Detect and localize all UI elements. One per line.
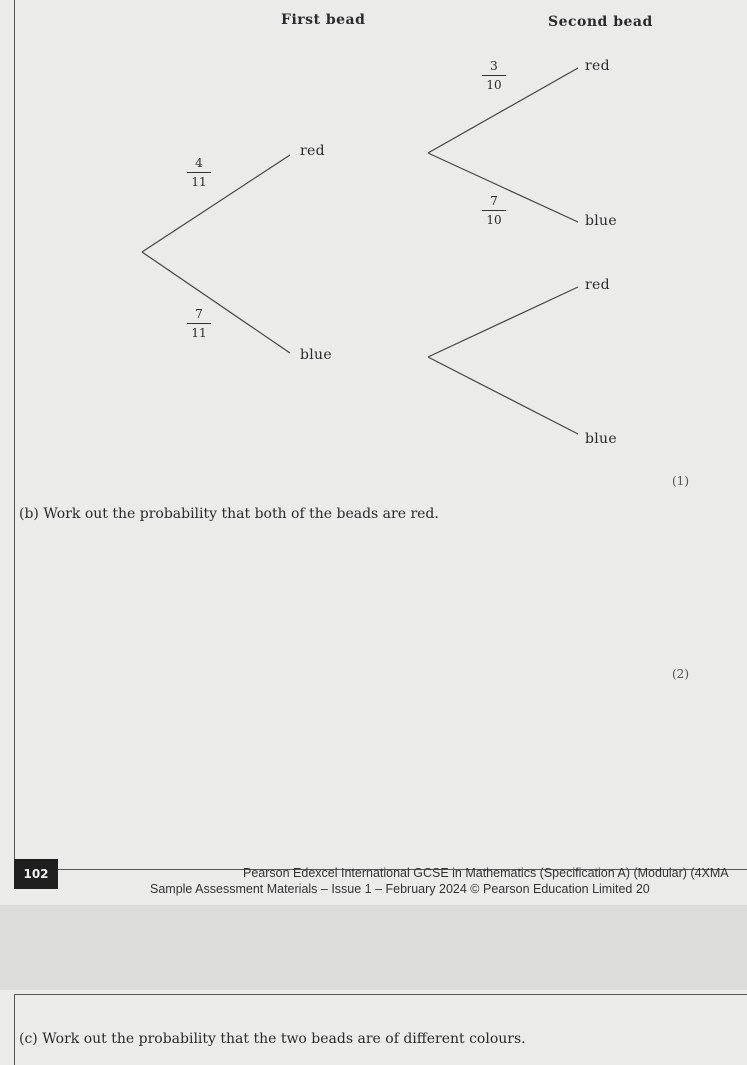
page-number: 102: [14, 859, 58, 889]
label-second-top-red: red: [585, 58, 610, 74]
footer-line-2: Sample Assessment Materials – Issue 1 – February 2024 © Pearson Education Limited 20: [150, 882, 650, 896]
label-second-bottom-red: red: [585, 277, 610, 293]
next-box-top-border: [14, 994, 747, 995]
label-second-bottom-blue: blue: [585, 431, 617, 447]
label-second-top-blue: blue: [585, 213, 617, 229]
tree-diagram-lines: [0, 0, 747, 470]
branch-first-red: [142, 155, 290, 252]
second-bead-heading: Second bead: [548, 14, 653, 30]
branch-first-blue: [142, 252, 290, 353]
prob-second-top-blue: 7 10: [479, 195, 509, 226]
footer-line-1: Pearson Edexcel International GCSE in Mathematics (Specification A) (Modular) (4XMA: [243, 866, 729, 880]
prob-second-top-red: 3 10: [479, 60, 509, 91]
prob-first-blue: 7 11: [184, 308, 214, 339]
first-bead-heading: First bead: [281, 12, 366, 28]
branch-second-bottom-red: [428, 287, 578, 357]
part-c-question: (c) Work out the probability that the two beads are of different colours.: [19, 1031, 526, 1047]
label-first-red: red: [300, 143, 325, 159]
prob-first-red: 4 11: [184, 157, 214, 188]
answer-box-left-border: [14, 0, 15, 870]
page-gap: [0, 905, 747, 990]
next-box-left-border: [14, 994, 15, 1065]
label-first-blue: blue: [300, 347, 332, 363]
part-a-marks: (1): [672, 474, 689, 488]
part-b-marks: (2): [672, 667, 689, 681]
branch-second-bottom-blue: [428, 357, 578, 434]
part-b-question: (b) Work out the probability that both of the beads are red.: [19, 506, 439, 522]
